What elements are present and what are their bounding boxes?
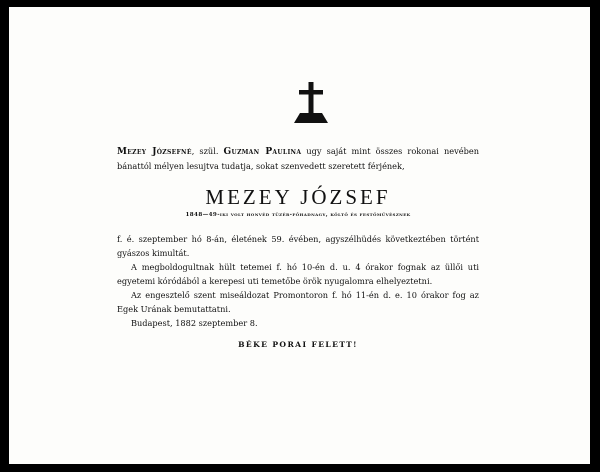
intro-text-3: bánattól mélyen lesujtva tudatja, sokat szenvedett szeretett férjének, [117,161,405,171]
widow-maiden-name: Guzman Paulina [223,147,302,157]
intro-text-2: ugy saját mint összes rokonai nevében [301,146,479,156]
intro-paragraph [117,144,479,173]
body-line-1: f. é. szeptember hó 8-án, életének 59. évében, agyszélhüdés következtében történt gyászos kimultát. [117,234,479,258]
deceased-title: 1848—49-iki volt honvéd tüzér-főhadnagy, költő és festőművésznek [185,212,411,218]
body-paragraph-3: Az engesztelő szent miseáldozat Promontoron f. hó 11-én d. e. 10 órakor fog az Egek Urának bemutattatni. [117,290,479,314]
place-date: Budapest, 1882 szeptember 8. [131,318,258,328]
body-paragraph-2: A megboldogultnak hült tetemei f. hó 10-én d. u. 4 órakor fognak az üllői uti egyetemi kóródából a kerepesi uti temetőbe örök nyugalomra elhelyeztetni. [117,262,479,286]
notice-body [117,232,479,330]
intro-text-1: , szül. [191,146,224,156]
death-notice-sheet [9,7,590,464]
deceased-name: MEZEY JÓZSEF [205,185,391,209]
closing-motto: BÉKE PORAI FELETT! [238,340,358,349]
latin-cross-icon [292,80,330,124]
widow-name: Mezey Józsefné [117,147,192,157]
